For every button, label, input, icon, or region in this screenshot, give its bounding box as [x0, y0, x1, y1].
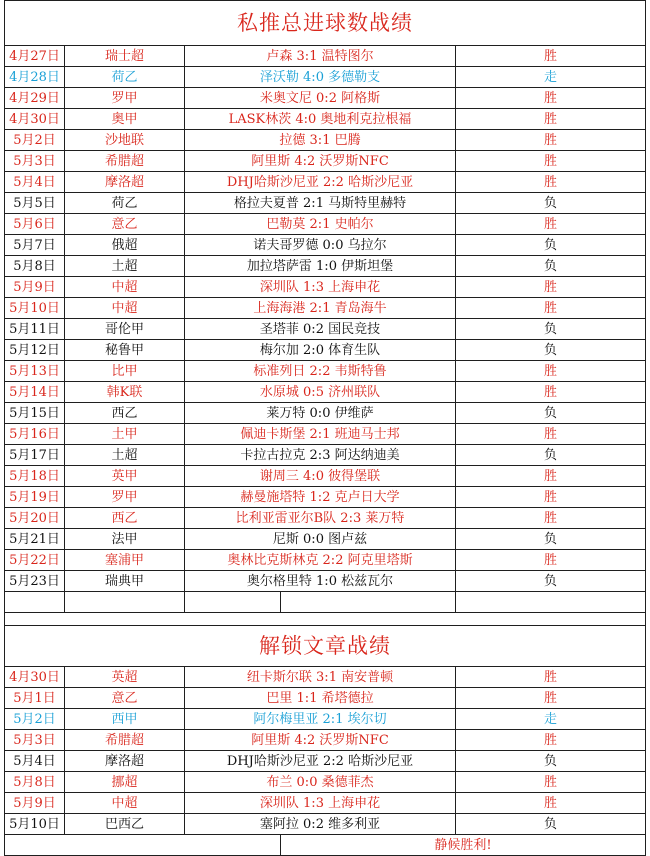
date-cell: 4月29日: [5, 88, 65, 109]
date-cell: 5月7日: [5, 235, 65, 256]
date-cell: 5月8日: [5, 256, 65, 277]
match-cell: 水原城 0:5 济州联队: [185, 382, 456, 403]
footer-row: [5, 835, 646, 856]
league-cell: 摩洛超: [65, 172, 185, 193]
league-cell: 哥伦甲: [65, 319, 185, 340]
league-cell: 瑞典甲: [65, 571, 185, 592]
table-row: [5, 508, 646, 529]
date-cell: 5月2日: [5, 709, 65, 730]
table-row: [5, 667, 646, 688]
match-cell: 诺夫哥罗德 0:0 乌拉尔: [185, 235, 456, 256]
match-cell: 巴里 1:1 希塔德拉: [185, 688, 456, 709]
match-cell: 加拉塔萨雷 1:0 伊斯坦堡: [185, 256, 456, 277]
date-cell: 4月30日: [5, 109, 65, 130]
date-cell: 4月27日: [5, 46, 65, 67]
match-cell: 拉德 3:1 巴腾: [185, 130, 456, 151]
result-cell: 负: [456, 529, 646, 550]
date-cell: 4月28日: [5, 67, 65, 88]
result-cell: 胜: [456, 466, 646, 487]
table-row: [5, 46, 646, 67]
result-cell: 胜: [456, 508, 646, 529]
result-cell: 胜: [456, 793, 646, 814]
table-row: [5, 277, 646, 298]
match-cell: 深圳队 1:3 上海申花: [185, 277, 456, 298]
date-cell: 5月3日: [5, 151, 65, 172]
spacer-cell: [5, 613, 646, 626]
league-cell: 西乙: [65, 508, 185, 529]
table-row: [5, 235, 646, 256]
match-cell: 谢周三 4:0 彼得堡联: [185, 466, 456, 487]
match-cell: LASK林茨 4:0 奥地利克拉根福: [185, 109, 456, 130]
result-cell: 胜: [456, 151, 646, 172]
table-row: [5, 214, 646, 235]
league-cell: 中超: [65, 298, 185, 319]
result-cell: 胜: [456, 361, 646, 382]
table-row: [5, 730, 646, 751]
match-cell: 标准列日 2:2 韦斯特鲁: [185, 361, 456, 382]
date-cell: 5月9日: [5, 277, 65, 298]
match-cell: 莱万特 0:0 伊维萨: [185, 403, 456, 424]
match-cell: 米奥文尼 0:2 阿格斯: [185, 88, 456, 109]
table-row: [5, 67, 646, 88]
match-cell: 深圳队 1:3 上海申花: [185, 793, 456, 814]
result-cell: 胜: [456, 130, 646, 151]
date-cell: 5月17日: [5, 445, 65, 466]
league-cell: 俄超: [65, 235, 185, 256]
date-cell: 5月18日: [5, 466, 65, 487]
result-cell: 负: [456, 235, 646, 256]
league-cell: 中超: [65, 793, 185, 814]
table-row: [5, 382, 646, 403]
date-cell: 5月19日: [5, 487, 65, 508]
date-cell: 5月10日: [5, 814, 65, 835]
match-cell: 赫曼施塔特 1:2 克卢日大学: [185, 487, 456, 508]
league-cell: 意乙: [65, 214, 185, 235]
blank-cell: [281, 592, 456, 613]
table-row: [5, 709, 646, 730]
result-cell: 负: [456, 403, 646, 424]
match-cell: DHJ哈斯沙尼亚 2:2 哈斯沙尼亚: [185, 172, 456, 193]
date-cell: 5月11日: [5, 319, 65, 340]
match-cell: 比利亚雷亚尔B队 2:3 莱万特: [185, 508, 456, 529]
result-cell: 胜: [456, 382, 646, 403]
date-cell: 5月21日: [5, 529, 65, 550]
spacer-row: [5, 613, 646, 626]
match-cell: 奥尔格里特 1:0 松兹瓦尔: [185, 571, 456, 592]
date-cell: 5月23日: [5, 571, 65, 592]
table-row: [5, 571, 646, 592]
result-cell: 走: [456, 67, 646, 88]
table-row: [5, 466, 646, 487]
match-cell: 卢森 3:1 温特图尔: [185, 46, 456, 67]
league-cell: 荷乙: [65, 67, 185, 88]
result-cell: 负: [456, 340, 646, 361]
league-cell: 塞浦甲: [65, 550, 185, 571]
table-row: [5, 298, 646, 319]
table-row: [5, 445, 646, 466]
blank-cell: [5, 592, 65, 613]
table-row: [5, 424, 646, 445]
table-row: [5, 529, 646, 550]
league-cell: 罗甲: [65, 487, 185, 508]
date-cell: 5月22日: [5, 550, 65, 571]
table-row: [5, 319, 646, 340]
date-cell: 5月16日: [5, 424, 65, 445]
records-table: [4, 0, 646, 856]
match-cell: 纽卡斯尔联 3:1 南安普顿: [185, 667, 456, 688]
date-cell: 5月3日: [5, 730, 65, 751]
result-cell: 负: [456, 571, 646, 592]
table-row: [5, 256, 646, 277]
date-cell: 5月5日: [5, 193, 65, 214]
blank-cell: [456, 592, 646, 613]
date-cell: 5月2日: [5, 130, 65, 151]
date-cell: 5月15日: [5, 403, 65, 424]
match-cell: 卡拉古拉克 2:3 阿达纳迪美: [185, 445, 456, 466]
result-cell: 胜: [456, 772, 646, 793]
date-cell: 5月4日: [5, 751, 65, 772]
match-cell: 尼斯 0:0 图卢兹: [185, 529, 456, 550]
result-cell: 胜: [456, 88, 646, 109]
section2-title: 解锁文章战绩: [5, 626, 646, 667]
date-cell: 5月20日: [5, 508, 65, 529]
league-cell: 土甲: [65, 424, 185, 445]
match-cell: 格拉夫夏普 2:1 马斯特里赫特: [185, 193, 456, 214]
match-cell: 塞阿拉 0:2 维多利亚: [185, 814, 456, 835]
result-cell: 胜: [456, 730, 646, 751]
league-cell: 摩洛超: [65, 751, 185, 772]
league-cell: 希腊超: [65, 730, 185, 751]
table-row: [5, 193, 646, 214]
table-row: [5, 130, 646, 151]
league-cell: 韩K联: [65, 382, 185, 403]
match-cell: 梅尔加 2:0 体育生队: [185, 340, 456, 361]
table-row: [5, 487, 646, 508]
date-cell: 5月13日: [5, 361, 65, 382]
table-row: [5, 361, 646, 382]
table-row: [5, 550, 646, 571]
league-cell: 法甲: [65, 529, 185, 550]
result-cell: 负: [456, 751, 646, 772]
league-cell: 沙地联: [65, 130, 185, 151]
result-cell: 负: [456, 814, 646, 835]
table-row: [5, 814, 646, 835]
table-row: [5, 403, 646, 424]
footer-blank-cell: [5, 835, 281, 856]
blank-cell: [185, 592, 281, 613]
date-cell: 5月12日: [5, 340, 65, 361]
result-cell: 胜: [456, 667, 646, 688]
result-cell: 胜: [456, 109, 646, 130]
league-cell: 比甲: [65, 361, 185, 382]
league-cell: 奥甲: [65, 109, 185, 130]
result-cell: 胜: [456, 424, 646, 445]
league-cell: 土超: [65, 445, 185, 466]
table-row: [5, 793, 646, 814]
date-cell: 5月1日: [5, 688, 65, 709]
table-row: [5, 340, 646, 361]
match-cell: 奥林比克斯林克 2:2 阿克里塔斯: [185, 550, 456, 571]
result-cell: 胜: [456, 688, 646, 709]
match-cell: 阿尔梅里亚 2:1 埃尔切: [185, 709, 456, 730]
section1-title: 私推总进球数战绩: [5, 1, 646, 46]
match-cell: 泽沃勒 4:0 多德勒支: [185, 67, 456, 88]
result-cell: 负: [456, 445, 646, 466]
result-cell: 胜: [456, 298, 646, 319]
match-cell: 阿里斯 4:2 沃罗斯NFC: [185, 730, 456, 751]
blank-row: [5, 592, 646, 613]
table-row: [5, 688, 646, 709]
result-cell: 负: [456, 193, 646, 214]
result-cell: 胜: [456, 550, 646, 571]
footer-text: 静候胜利!: [281, 835, 646, 856]
league-cell: 意乙: [65, 688, 185, 709]
league-cell: 英甲: [65, 466, 185, 487]
league-cell: 秘鲁甲: [65, 340, 185, 361]
date-cell: 5月4日: [5, 172, 65, 193]
table-row: [5, 172, 646, 193]
league-cell: 中超: [65, 277, 185, 298]
match-cell: 上海海港 2:1 青岛海牛: [185, 298, 456, 319]
league-cell: 希腊超: [65, 151, 185, 172]
date-cell: 5月10日: [5, 298, 65, 319]
result-cell: 负: [456, 319, 646, 340]
result-cell: 胜: [456, 46, 646, 67]
records-sheet: [4, 0, 645, 853]
match-cell: 佩迪卡斯堡 2:1 班迪马士邦: [185, 424, 456, 445]
match-cell: DHJ哈斯沙尼亚 2:2 哈斯沙尼亚: [185, 751, 456, 772]
blank-cell: [65, 592, 185, 613]
date-cell: 5月14日: [5, 382, 65, 403]
table-row: [5, 109, 646, 130]
result-cell: 胜: [456, 487, 646, 508]
league-cell: 瑞士超: [65, 46, 185, 67]
table-row: [5, 751, 646, 772]
result-cell: 胜: [456, 172, 646, 193]
match-cell: 布兰 0:0 桑德菲杰: [185, 772, 456, 793]
result-cell: 走: [456, 709, 646, 730]
date-cell: 4月30日: [5, 667, 65, 688]
date-cell: 5月6日: [5, 214, 65, 235]
table-row: [5, 151, 646, 172]
date-cell: 5月9日: [5, 793, 65, 814]
result-cell: 负: [456, 256, 646, 277]
table-row: [5, 772, 646, 793]
league-cell: 英超: [65, 667, 185, 688]
match-cell: 巴勒莫 2:1 史帕尔: [185, 214, 456, 235]
table-row: [5, 88, 646, 109]
match-cell: 阿里斯 4:2 沃罗斯NFC: [185, 151, 456, 172]
league-cell: 土超: [65, 256, 185, 277]
league-cell: 荷乙: [65, 193, 185, 214]
league-cell: 挪超: [65, 772, 185, 793]
league-cell: 西甲: [65, 709, 185, 730]
league-cell: 巴西乙: [65, 814, 185, 835]
result-cell: 胜: [456, 214, 646, 235]
league-cell: 罗甲: [65, 88, 185, 109]
league-cell: 西乙: [65, 403, 185, 424]
date-cell: 5月8日: [5, 772, 65, 793]
result-cell: 胜: [456, 277, 646, 298]
match-cell: 圣塔菲 0:2 国民竞技: [185, 319, 456, 340]
